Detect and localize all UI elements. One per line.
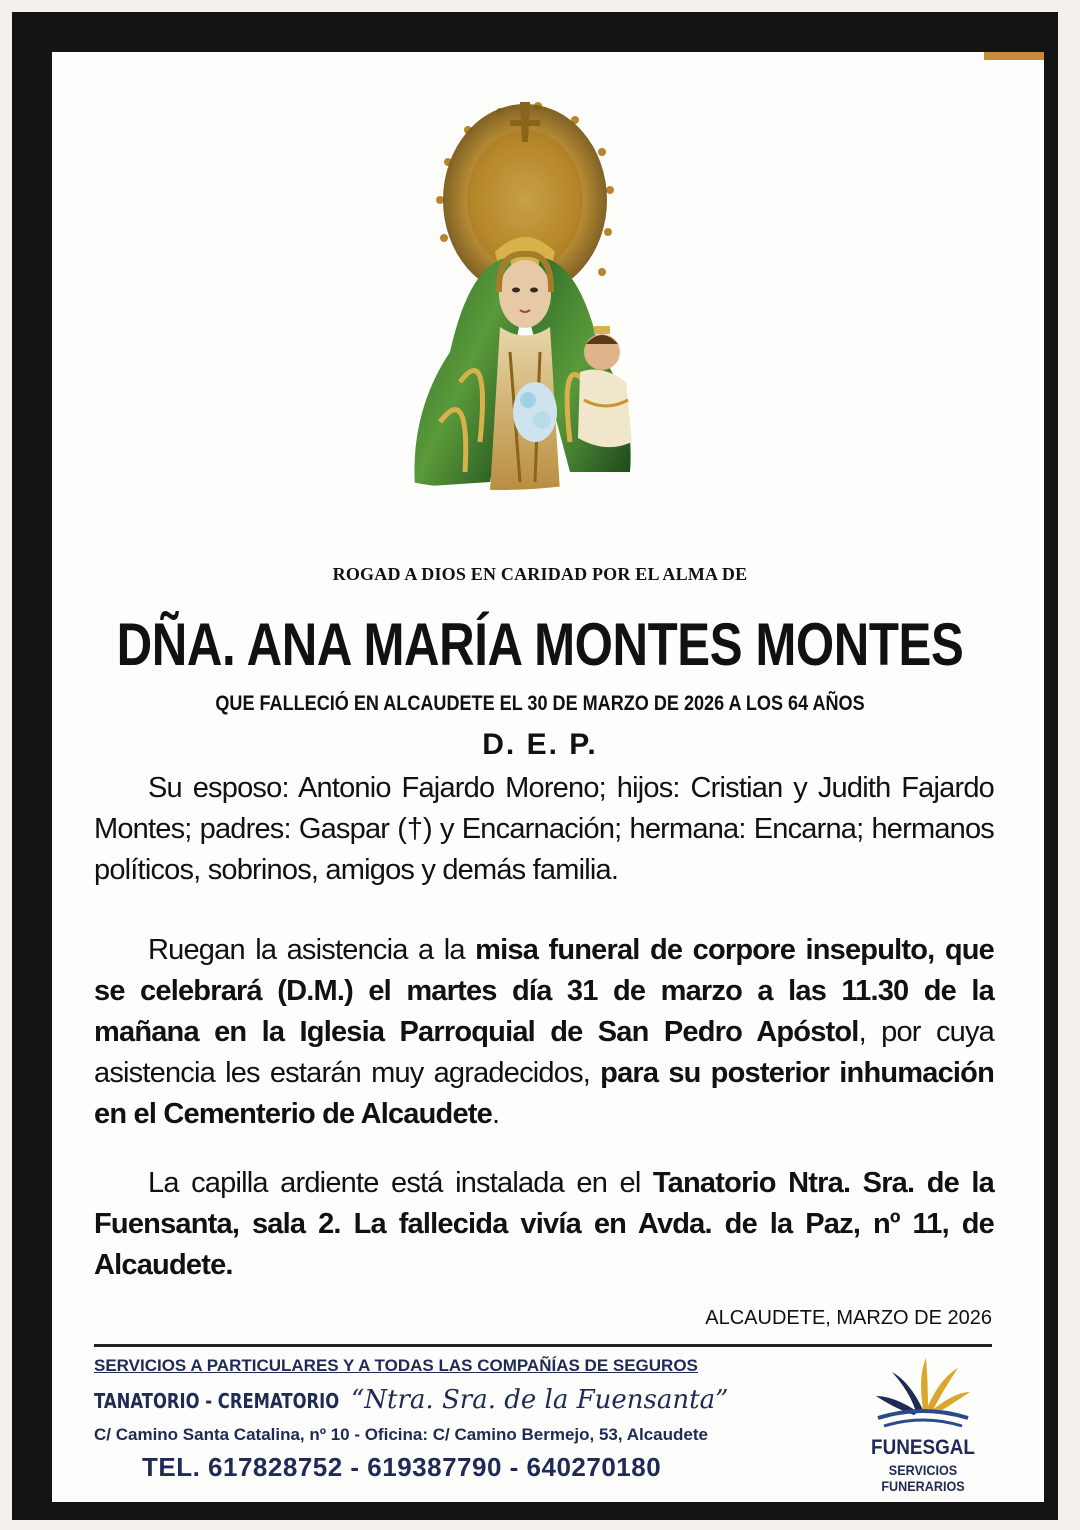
footer-divider: [94, 1344, 992, 1347]
tanatorio-label: TANATORIO - CREMATORIO: [94, 1389, 340, 1413]
virgin-mary-icon: [370, 82, 670, 502]
funeral-text-intro: Ruegan la asistencia a la: [148, 934, 476, 966]
chapel-text-intro: La capilla ardiente está instalada en el: [148, 1167, 653, 1199]
burial-details: para su posterior inhumación en el Cementerio de Alcaudete: [94, 1057, 994, 1130]
funeral-text-thanks: , por cuya asistencia les estarán muy agradecidos,: [94, 1016, 994, 1089]
family-text: Su esposo: Antonio Fajardo Moreno; hijos: Cristian y Judith Fajardo Montes; padres: Gaspar (†) y Encarnación; hermana: Encarna; hermanos políticos, sobrinos, amigos y demás familia.: [94, 772, 994, 886]
corner-accent: [984, 52, 1044, 60]
funesgal-logo-icon: [870, 1352, 976, 1432]
dep-abbreviation: D. E. P.: [482, 728, 598, 761]
deceased-name: DÑA. ANA MARÍA MONTES MONTES: [116, 611, 964, 678]
virgin-mary-image: [370, 82, 670, 502]
invocation-line: ROGAD A DIOS EN CARIDAD POR EL ALMA DE: [332, 564, 748, 584]
funeral-mass-details: misa funeral de corpore insepulto, que se celebrará (D.M.) el martes día 31 de marzo a las 11.30 de la mañana en la Iglesia Parroquial de San Pedro Apóstol: [94, 934, 994, 1048]
chapel-details: Tanatorio Ntra. Sra. de la Fuensanta, sala 2. La fallecida vivía en Avda. de la Paz, nº 11, de Alcaudete.: [94, 1167, 994, 1281]
footer-phones: TEL. 617828752 - 619387790 - 640270180: [142, 1452, 662, 1482]
footer-services: SERVICIOS A PARTICULARES Y A TODAS LAS COMPAÑÍAS DE SEGUROS: [94, 1356, 698, 1375]
chapel-paragraph: [94, 1163, 994, 1286]
logo-name: FUNESGAL: [871, 1436, 975, 1459]
family-paragraph: [94, 768, 994, 891]
fuensanta-label: “Ntra. Sra. de la Fuensanta”: [351, 1385, 729, 1415]
funeral-text-end: .: [491, 1098, 500, 1130]
death-details: QUE FALLECIÓ EN ALCAUDETE EL 30 DE MARZO DE 2026 A LOS 64 AÑOS: [215, 692, 865, 715]
logo-subtitle: SERVICIOS FUNERARIOS: [881, 1462, 965, 1494]
funesgal-logo: [838, 1352, 1008, 1494]
funeral-paragraph: [94, 930, 994, 1135]
footer-brand: [94, 1385, 728, 1415]
footer-address: C/ Camino Santa Catalina, nº 10 - Oficina: C/ Camino Bermejo, 53, Alcaudete: [94, 1425, 708, 1444]
dateline: ALCAUDETE, MARZO DE 2026: [705, 1307, 992, 1329]
